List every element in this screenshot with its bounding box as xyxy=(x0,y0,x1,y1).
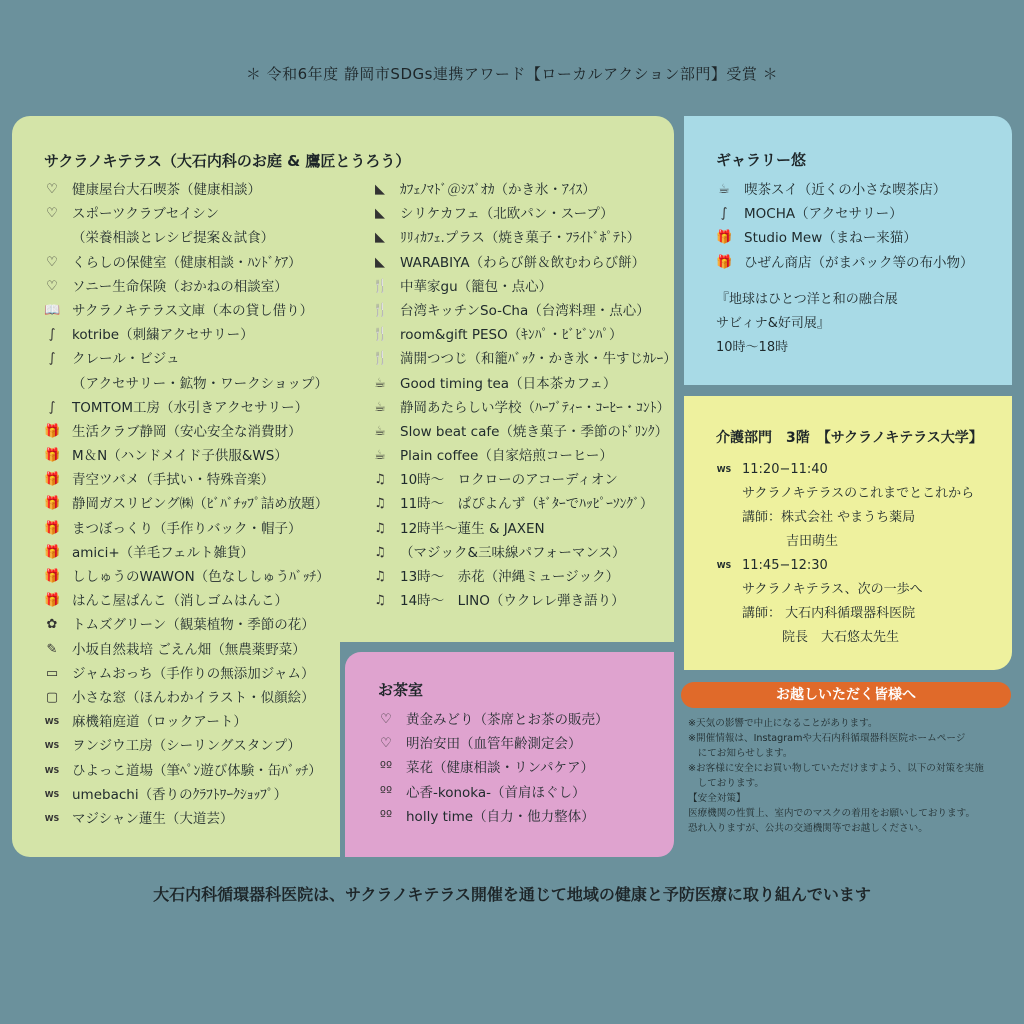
list-item xyxy=(44,396,330,420)
list-item xyxy=(372,541,677,565)
cake-icon: ◣ xyxy=(375,230,385,246)
list-item xyxy=(716,554,974,578)
gallery-list xyxy=(716,178,974,275)
list-item-label: ソニー生命保険（おかねの相談室） xyxy=(72,278,288,295)
list-item-label: 黄金みどり（茶席とお茶の販売） xyxy=(406,712,609,728)
list-item xyxy=(372,347,677,371)
list-item-label: ひぜん商店（がまパック等の布小物） xyxy=(744,254,974,271)
list-item xyxy=(44,734,330,758)
music-note-icon: ♫ xyxy=(374,593,386,609)
list-item xyxy=(372,468,677,492)
list-item-label: ﾘﾘｨｶﾌｪ.プラス（焼き菓子・ﾌﾗｲﾄﾞﾎﾟﾃﾄ） xyxy=(400,230,641,247)
notice-line: ※天気の影響で中止になることがあります。 xyxy=(688,718,878,729)
heart-icon: ♡ xyxy=(46,254,58,270)
workshop-icon: WS xyxy=(44,741,60,751)
list-item-label: kotribe（刺繍アクセサリー） xyxy=(72,327,254,344)
notice-line: しております。 xyxy=(688,778,764,789)
tea-room-list xyxy=(378,708,609,829)
list-item xyxy=(716,251,974,275)
gift-icon: 🎁 xyxy=(716,254,733,270)
list-item-label: 小さな窓（ほんわかイラスト・似顔絵） xyxy=(72,689,315,706)
list-item-label: 喫茶スイ（近くの小さな喫茶店） xyxy=(744,182,947,198)
list-item-label: くらしの保健室（健康相談・ﾊﾝﾄﾞｹｱ） xyxy=(72,254,302,271)
list-item xyxy=(372,492,677,516)
coffee-cup-icon: ☕ xyxy=(374,423,386,439)
list-item-label: ジャムおっち（手作りの無添加ジャム） xyxy=(72,665,315,682)
coffee-cup-icon: ☕ xyxy=(374,375,386,391)
fork-knife-icon: 🍴 xyxy=(372,278,389,294)
list-item-label: 満開つつじ（和籠ﾊﾞｯｸ・かき氷・牛すじｶﾚｰ） xyxy=(400,351,677,368)
list-item-label: 菜花（健康相談・リンパケア） xyxy=(406,760,595,777)
list-item xyxy=(378,756,609,780)
list-item xyxy=(716,458,974,482)
garden-list-right xyxy=(372,178,677,613)
gallery-hours: 10時〜18時 xyxy=(716,340,789,355)
footer-statement: 大石内科循環器科医院は、サクラノキテラス開催を通じて地域の健康と予防医療に取り組んでいます xyxy=(153,885,871,904)
book-icon: 📖 xyxy=(44,302,61,318)
list-item xyxy=(716,626,974,650)
accessory-icon: ∫ xyxy=(48,399,56,415)
list-item xyxy=(372,275,677,299)
heart-icon: ♡ xyxy=(380,712,392,727)
fork-knife-icon: 🍴 xyxy=(372,302,389,318)
list-item-label: 静岡ガスリビング㈱（ﾋﾞﾊﾞﾁｯﾌﾟ詰め放題） xyxy=(72,496,329,513)
list-item xyxy=(44,372,330,396)
gift-icon: 🎁 xyxy=(44,496,61,512)
vegetable-icon: ✎ xyxy=(46,641,58,657)
list-item-label: ししゅうのWAWON（色なししゅうﾊﾞｯﾁ） xyxy=(72,569,330,585)
list-item-label: スポーツクラブセイシン xyxy=(72,206,219,223)
list-item-label: 11時〜 ぱぴよんず（ｷﾞﾀｰでﾊｯﾋﾟｰｿﾝｸﾞ） xyxy=(400,496,654,513)
list-item xyxy=(378,732,609,756)
list-item-label: 12時半〜蓮生 & JAXEN xyxy=(400,520,545,537)
list-item xyxy=(44,178,330,202)
list-item xyxy=(372,226,677,250)
list-item-label: ｶﾌｪﾉﾏﾄﾞ＠ｼｽﾞｵｶ（かき氷・ｱｲｽ） xyxy=(400,182,596,198)
list-item-label: TOMTOM工房（水引きアクセサリー） xyxy=(72,399,309,416)
list-item-label: （栄養相談とレシピ提案＆試食） xyxy=(72,230,275,247)
list-item-label: WARABIYA（わらび餅＆飲むわらび餅） xyxy=(400,254,646,271)
list-item-label: amici+（羊毛フェルト雑貨） xyxy=(72,544,254,561)
list-item-label: 青空ツバメ（手拭い・特殊音楽） xyxy=(72,472,275,489)
list-item-label: 静岡あたらしい学校（ﾊｰﾌﾞﾃｨｰ・ｺｰﾋｰ・ｺﾝﾄ） xyxy=(400,399,670,416)
list-item xyxy=(44,613,330,637)
list-item-label: 麻機箱庭道（ロックアート） xyxy=(72,714,247,731)
list-item-label: サクラノキテラス文庫（本の貸し借り） xyxy=(72,302,314,319)
list-item xyxy=(716,482,974,506)
notice-line: にてお知らせします。 xyxy=(688,748,793,759)
care-title: 介護部門 3階 【サクラノキテラス大学】 xyxy=(716,430,983,446)
notice-lines xyxy=(688,716,1014,836)
list-item xyxy=(372,444,677,468)
list-item xyxy=(378,805,609,829)
workshop-icon: WS xyxy=(716,465,732,474)
list-item xyxy=(44,299,330,323)
list-item xyxy=(44,807,330,831)
notice-line: 医療機関の性質上、室内でのマスクの着用をお願いしております。 xyxy=(688,808,976,819)
garden-title: サクラノキテラス（大石内科のお庭 & 鷹匠とうろう） xyxy=(44,152,411,170)
list-item xyxy=(716,578,974,602)
list-item-label: Good timing tea（日本茶カフェ） xyxy=(400,375,617,392)
list-item-label: はんこ屋ぱんこ（消しゴムはんこ） xyxy=(72,593,288,610)
fork-knife-icon: 🍴 xyxy=(372,327,389,343)
list-item xyxy=(372,517,677,541)
list-item xyxy=(372,565,677,589)
care-schedule xyxy=(716,458,974,650)
list-item xyxy=(44,347,330,371)
list-item xyxy=(44,323,330,347)
list-item-label: 明治安田（血管年齢測定会） xyxy=(406,736,582,753)
list-item xyxy=(44,420,330,444)
list-item-label: Slow beat cafe（焼き菓子・季節のﾄﾞﾘﾝｸ） xyxy=(400,423,669,440)
list-item-label: まつぼっくり（手作りバック・帽子） xyxy=(72,520,302,537)
list-item xyxy=(44,202,330,226)
list-item xyxy=(372,396,677,420)
list-item-label: 11:45−12:30 xyxy=(742,558,828,573)
list-item xyxy=(44,638,330,662)
notice-line: 恐れ入りますが、公共の交通機関等でお越しください。 xyxy=(688,823,928,834)
hands-icon: ºº xyxy=(379,760,393,776)
award-banner: ＊ 令和6年度 静岡市SDGs連携アワード【ローカルアクション部門】受賞 ＊ xyxy=(245,65,779,83)
list-item xyxy=(44,275,330,299)
notice-heading: お越しいただく皆様へ xyxy=(681,682,1011,708)
gift-icon: 🎁 xyxy=(44,569,61,584)
list-item-label: サクラノキテラス、次の一歩へ xyxy=(742,582,923,597)
list-item-label: 健康屋台大石喫茶（健康相談） xyxy=(72,182,261,198)
gift-icon: 🎁 xyxy=(44,472,61,488)
heart-icon: ♡ xyxy=(380,736,392,752)
list-item-label: クレール・ビジュ xyxy=(72,351,180,368)
list-item-label: 講師： 大石内科循環器科医院 xyxy=(742,606,916,621)
gallery-exhibit-line2: サビィナ&好司展』 xyxy=(716,316,830,331)
list-item xyxy=(44,710,330,734)
jar-icon: ▭ xyxy=(45,665,59,681)
list-item xyxy=(716,506,974,530)
gallery-exhibit-line1: 『地球はひとつ洋と和の融合展 xyxy=(716,292,898,307)
list-item xyxy=(372,251,677,275)
notice-line: 【安全対策】 xyxy=(688,793,746,804)
list-item xyxy=(372,372,677,396)
music-note-icon: ♫ xyxy=(374,520,386,536)
coffee-cup-icon: ☕ xyxy=(374,399,386,415)
list-item xyxy=(44,686,330,710)
list-item xyxy=(716,178,974,202)
cake-icon: ◣ xyxy=(375,182,385,197)
list-item xyxy=(372,589,677,613)
list-item-label: 小坂自然栽培 ごえん畑（無農薬野菜） xyxy=(72,641,306,658)
list-item xyxy=(372,299,677,323)
heart-icon: ♡ xyxy=(46,206,58,222)
list-item-label: 講師：株式会社 やまうち薬局 xyxy=(742,510,916,525)
workshop-icon: WS xyxy=(44,765,60,775)
list-item xyxy=(44,444,330,468)
music-note-icon: ♫ xyxy=(374,472,386,488)
list-item-label: umebachi（香りのｸﾗﾌﾄﾜｰｸｼｮｯﾌﾟ） xyxy=(72,786,288,803)
list-item-label: Plain coffee（自家焙煎コーヒー） xyxy=(400,448,613,465)
gallery-title: ギャラリー悠 xyxy=(716,151,807,169)
list-item xyxy=(44,589,330,613)
list-item xyxy=(44,759,330,783)
list-item-label: 14時〜 LINO（ウクレレ弾き語り） xyxy=(400,593,625,610)
music-note-icon: ♫ xyxy=(374,496,386,512)
list-item-label: Studio Mew（まねー来猫） xyxy=(744,230,917,247)
list-item xyxy=(372,420,677,444)
music-note-icon: ♫ xyxy=(374,569,386,584)
notice-line: ※お客様に安全にお買い物していただけますよう、以下の対策を実施 xyxy=(688,763,984,774)
list-item xyxy=(716,530,974,554)
list-item-label: MOCHA（アクセサリー） xyxy=(744,206,903,223)
list-item-label: マジシャン蓮生（大道芸） xyxy=(72,810,234,827)
list-item-label: room&gift PESO（ｷﾝﾊﾟ・ﾋﾞﾋﾞﾝﾊﾟ） xyxy=(400,327,623,344)
list-item xyxy=(716,226,974,250)
list-item-label: 生活クラブ静岡（安心安全な消費財） xyxy=(72,423,302,440)
garden-list-left xyxy=(44,178,330,831)
list-item-label: 台湾キッチンSo-Cha（台湾料理・点心） xyxy=(400,302,650,319)
list-item xyxy=(372,202,677,226)
list-item xyxy=(716,202,974,226)
workshop-icon: WS xyxy=(44,717,60,727)
list-item xyxy=(44,226,330,250)
list-item-label: シリケカフェ（北欧パン・スープ） xyxy=(400,206,614,223)
list-item-label: 中華家gu（籠包・点心） xyxy=(400,278,553,295)
list-item xyxy=(44,541,330,565)
workshop-icon: WS xyxy=(44,789,60,799)
accessory-icon: ∫ xyxy=(720,206,728,222)
list-item-label: サクラノキテラスのこれまでとこれから xyxy=(742,486,975,501)
list-item-label: 13時〜 赤花（沖縄ミュージック） xyxy=(400,569,620,585)
music-note-icon: ♫ xyxy=(374,544,386,560)
gift-icon: 🎁 xyxy=(44,593,61,609)
list-item-label: 吉田萌生 xyxy=(786,534,839,549)
list-item-label: （アクセサリー・鉱物・ワークショップ） xyxy=(72,375,328,392)
gift-icon: 🎁 xyxy=(44,520,61,536)
accessory-icon: ∫ xyxy=(48,327,56,343)
flower-icon: ✿ xyxy=(46,617,58,633)
list-item-label: 11:20−11:40 xyxy=(742,462,828,477)
hands-icon: ºº xyxy=(379,784,393,800)
window-icon: ▢ xyxy=(45,689,59,705)
list-item xyxy=(44,783,330,807)
list-item-label: ヲンジウ工房（シーリングスタンプ） xyxy=(72,738,301,755)
list-item-label: （マジック&三味線パフォーマンス） xyxy=(400,544,626,561)
list-item xyxy=(44,565,330,589)
list-item-label: M＆N（ハンドメイド子供服&WS） xyxy=(72,448,288,465)
list-item xyxy=(44,517,330,541)
gift-icon: 🎁 xyxy=(44,544,61,560)
heart-icon: ♡ xyxy=(46,278,58,294)
list-item xyxy=(378,708,609,732)
gift-icon: 🎁 xyxy=(44,448,61,464)
list-item xyxy=(372,178,677,202)
cake-icon: ◣ xyxy=(375,254,385,270)
list-item xyxy=(378,781,609,805)
list-item-label: holly time（自力・他力整体） xyxy=(406,808,595,825)
fork-knife-icon: 🍴 xyxy=(372,351,389,367)
list-item-label: ひよっこ道場（筆ﾍﾟﾝ遊び体験・缶ﾊﾞｯﾁ） xyxy=(72,762,322,779)
cake-icon: ◣ xyxy=(375,206,385,222)
list-item xyxy=(716,602,974,626)
list-item-label: トムズグリーン（観葉植物・季節の花） xyxy=(72,617,315,634)
list-item xyxy=(44,468,330,492)
coffee-cup-icon: ☕ xyxy=(374,448,386,464)
gift-icon: 🎁 xyxy=(44,423,61,439)
accessory-icon: ∫ xyxy=(48,351,56,367)
notice-line: ※開催情報は、Instagramや大石内科循環器科医院ホームページ xyxy=(688,733,966,744)
list-item xyxy=(44,251,330,275)
list-item-label: 心香-konoka-（首肩ほぐし） xyxy=(406,784,586,801)
gift-icon: 🎁 xyxy=(716,230,733,246)
list-item-label: 10時〜 ロクローのアコーディオン xyxy=(400,472,618,489)
workshop-icon: WS xyxy=(716,561,732,570)
list-item-label: 院長 大石悠太先生 xyxy=(782,630,900,645)
tea-room-title: お茶室 xyxy=(378,681,424,699)
list-item xyxy=(44,492,330,516)
list-item xyxy=(372,323,677,347)
heart-icon: ♡ xyxy=(46,182,58,197)
workshop-icon: WS xyxy=(44,813,60,823)
coffee-cup-icon: ☕ xyxy=(718,182,730,197)
hands-icon: ºº xyxy=(379,808,393,824)
list-item xyxy=(44,662,330,686)
